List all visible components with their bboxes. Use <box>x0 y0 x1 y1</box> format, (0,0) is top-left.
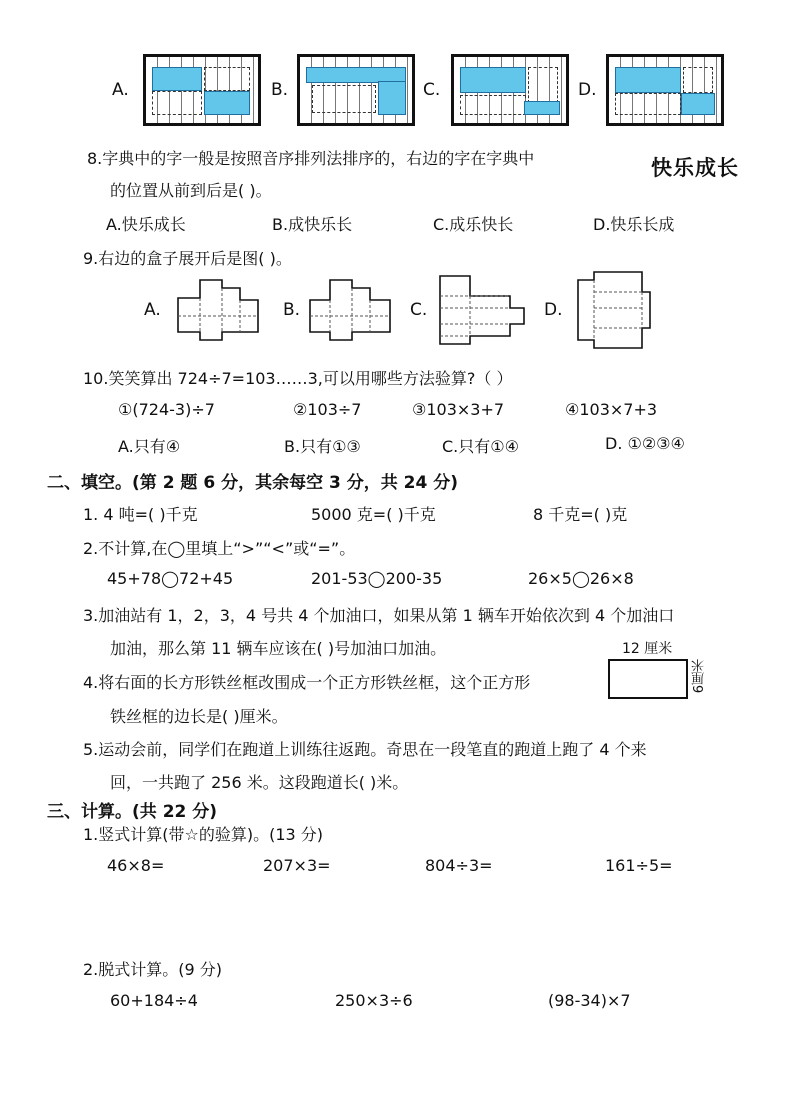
q10-text: 10.笑笑算出 724÷7=103……3,可以用哪些方法验算?（ ） <box>83 369 513 388</box>
s2-q5-line2: 回，一共跑了 256 米。这段跑道长( )米。 <box>110 773 409 792</box>
q8-option-b[interactable]: B.成快乐长 <box>272 215 353 234</box>
s2-q4-line1: 4.将右面的长方形铁丝框改围成一个正方形铁丝框，这个正方形 <box>83 673 531 692</box>
q9-net-c <box>434 272 528 348</box>
q8-option-a[interactable]: A.快乐成长 <box>106 215 186 234</box>
q7-option-b[interactable]: B. <box>271 80 289 100</box>
s3-q1-item4: 161÷5= <box>605 856 673 875</box>
s3-q1-text: 1.竖式计算(带☆的验算)。(13 分) <box>83 825 324 844</box>
s2-q2-item2[interactable]: 201-53◯200-35 <box>311 569 443 588</box>
s2-q5-line1: 5.运动会前，同学们在跑道上训练往返跑。奇思在一段笔直的跑道上跑了 4 个来 <box>83 740 647 759</box>
s3-q2-item3: (98-34)×7 <box>548 991 631 1010</box>
rectangle-width-label: 12 厘米 <box>622 641 673 657</box>
q10-method-3: ③103×3+7 <box>412 400 505 419</box>
s2-q2-item1[interactable]: 45+78◯72+45 <box>107 569 234 588</box>
q8-text-line1: 8.字典中的字一般是按照音序排列法排序的，右边的字在字典中 <box>87 149 535 168</box>
q10-method-4: ④103×7+3 <box>565 400 658 419</box>
rectangle-height-label: 6厘米 <box>692 659 707 694</box>
q7-figure-d <box>606 54 724 126</box>
s3-q1-item1: 46×8= <box>107 856 165 875</box>
s3-q1-item3: 804÷3= <box>425 856 493 875</box>
q9-net-a <box>170 276 266 344</box>
section3-title: 三、计算。(共 22 分) <box>47 802 218 822</box>
s2-q2-text: 2.不计算,在◯里填上“>”“<”或“=”。 <box>83 539 356 558</box>
wire-rectangle <box>608 659 688 699</box>
q7-figure-c <box>451 54 569 126</box>
q9-option-d[interactable]: D. <box>544 300 563 320</box>
q9-text: 9.右边的盒子展开后是图( )。 <box>83 249 292 268</box>
q10-method-1: ①(724-3)÷7 <box>118 400 215 419</box>
s3-q2-item2: 250×3÷6 <box>335 991 413 1010</box>
q7-figure-a <box>143 54 261 126</box>
section2-title: 二、填空。(第 2 题 6 分，其余每空 3 分，共 24 分) <box>47 473 459 493</box>
q10-option-a[interactable]: A.只有④ <box>118 437 181 456</box>
s2-q1-item3: 8 千克=( )克 <box>533 505 628 524</box>
q8-option-c[interactable]: C.成乐快长 <box>433 215 514 234</box>
q7-option-a[interactable]: A. <box>112 80 129 100</box>
q9-option-b[interactable]: B. <box>283 300 301 320</box>
s3-q1-item2: 207×3= <box>263 856 331 875</box>
s3-q2-item1: 60+184÷4 <box>110 991 198 1010</box>
q7-figure-b <box>297 54 415 126</box>
s2-q1-item2: 5000 克=( )千克 <box>311 505 436 524</box>
s2-q3-line2: 加油，那么第 11 辆车应该在( )号加油口加油。 <box>110 639 447 658</box>
q8-text-line2: 的位置从前到后是( )。 <box>110 181 272 200</box>
q10-method-2: ②103÷7 <box>293 400 362 419</box>
s3-q2-text: 2.脱式计算。(9 分) <box>83 960 223 979</box>
q10-option-c[interactable]: C.只有①④ <box>442 437 519 456</box>
q10-option-b[interactable]: B.只有①③ <box>284 437 361 456</box>
s2-q2-item3[interactable]: 26×5◯26×8 <box>528 569 634 588</box>
q8-option-d[interactable]: D.快乐长成 <box>593 215 675 234</box>
q9-net-b <box>306 276 396 344</box>
q10-option-d[interactable]: D. ①②③④ <box>605 434 685 453</box>
q9-option-c[interactable]: C. <box>410 300 428 320</box>
q9-net-d <box>572 268 652 352</box>
s2-q3-line1: 3.加油站有 1，2，3，4 号共 4 个加油口，如果从第 1 辆车开始依次到 4 个加油口 <box>83 606 675 625</box>
q8-word: 快乐成长 <box>651 156 739 180</box>
s2-q1-item1: 1. 4 吨=( )千克 <box>83 505 198 524</box>
q7-option-d[interactable]: D. <box>578 80 597 100</box>
q9-option-a[interactable]: A. <box>144 300 161 320</box>
s2-q4-line2: 铁丝框的边长是( )厘米。 <box>110 707 288 726</box>
q7-option-c[interactable]: C. <box>423 80 441 100</box>
